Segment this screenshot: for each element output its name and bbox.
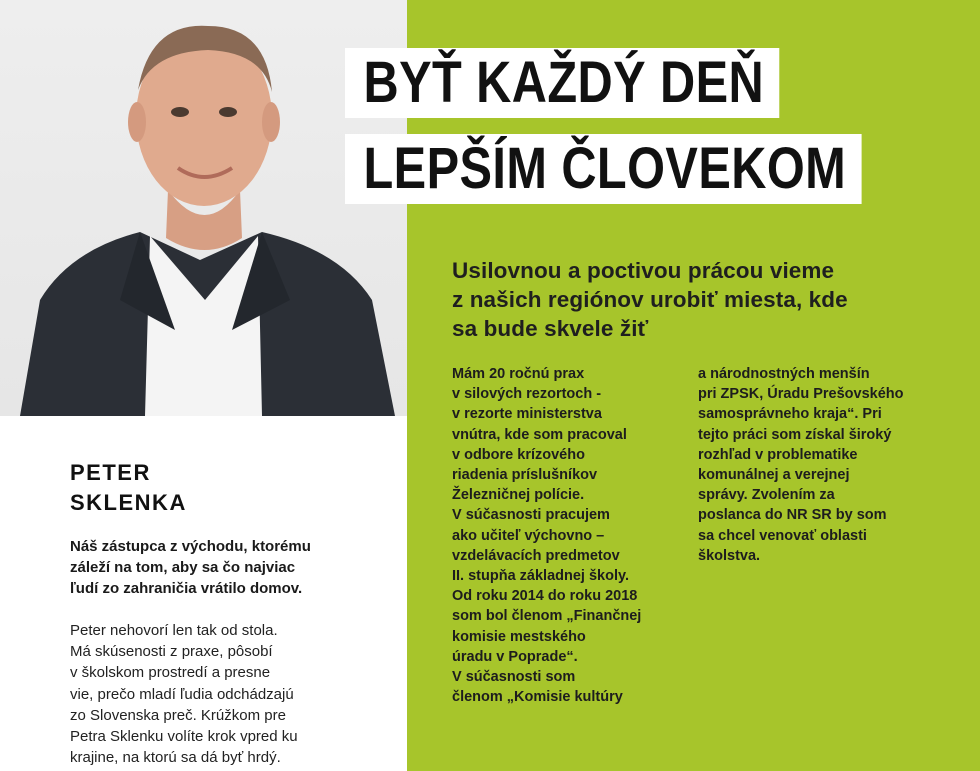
headline-line-2: LEPŠÍM ČLOVEKOM [345, 134, 861, 204]
subtitle: Usilovnou a poctivou prácou vieme z našich regiónov urobiť miesta, kde sa bude skvele žiť [452, 258, 848, 341]
text-column-right: a národnostných menšín pri ZPSK, Úradu Prešovského samosprávneho kraja“. Pri tejto práci som získal široký rozhľad v problematike komunálnej a verejnej správy. Zvolením za poslanca do NR SR by som sa chcel venovať oblasti školstva. [698, 366, 904, 564]
candidate-name: PETER SKLENKA [70, 460, 187, 515]
headline-line-1: BYŤ KAŽDÝ DEŇ [345, 48, 779, 118]
candidate-lead: Náš zástupca z východu, ktorému záleží na tom, aby sa čo najviac ľudí zo zahraničia vrátilo domov. [70, 538, 311, 597]
text-column-left: Mám 20 ročnú prax v silových rezortoch - v rezorte ministerstva vnútra, kde som pracoval v odbore krízového riadenia príslušníkov Železničnej polície. V súčasnosti pracujem ako učiteľ výchovno – vzdelávacích predmetov II. stupňa základnej školy. Od roku 2014 do roku 2018 som bol členom „Finančnej komisie mestského úradu v Poprade“. V súčasnosti som členom „Komisie kultúry [452, 366, 642, 706]
candidate-bio: Peter nehovorí len tak od stola. Má skúsenosti z praxe, pôsobí v školskom prostredí a presne vie, prečo mladí ľudia odchádzajú zo Slovenska preč. Krúžkom pre Petra Sklenku volíte krok vpred ku krajine, na ktorú sa dá byť hrdý. [70, 622, 298, 767]
